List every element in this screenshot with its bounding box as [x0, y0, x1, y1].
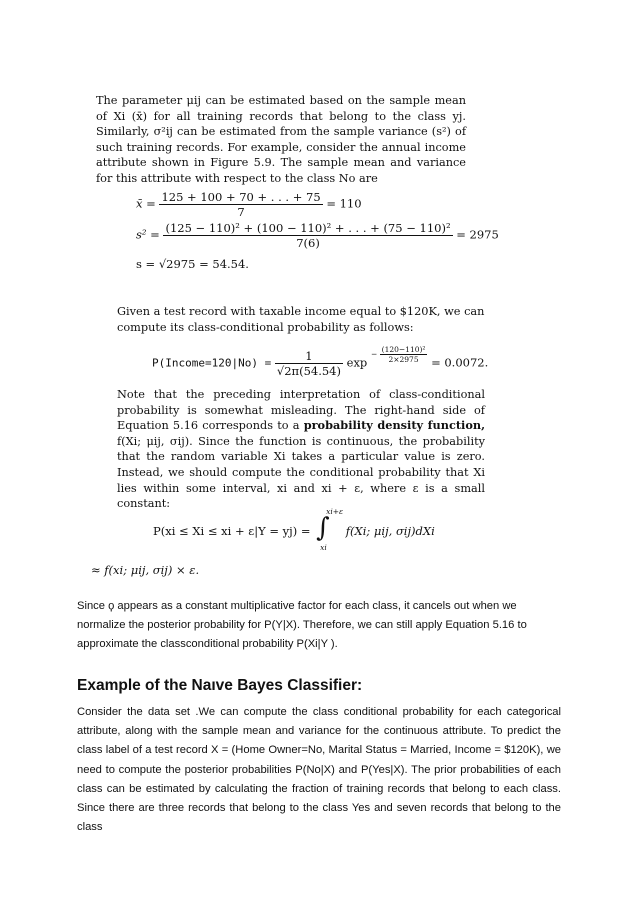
mean-fraction: $\frac{125 + 100 + 70 + . . . + 75}{7}$: [161, 190, 321, 219]
equation-approx: ≈ f(xi; μij, σij) × ε.: [91, 563, 200, 577]
equation-std: s = √2975 = 54.54.: [136, 257, 249, 271]
example-paragraph: Consider the data set .We can compute the class conditional probability for each categorical attribute, along with the sample mean and variance for the continuous attribute. To predict the class label of a test record X = (Home Owner=No, Marital Status = Married, Income = $120K), we need to compute the posterior probabilities P(No|X) and P(Yes|X). The prior probabilities of each class can be estimated by calculating the fraction of training records that belong to each class. Since there are three records that belong to the class Yes and seven records that belong to the class: [77, 706, 561, 834]
equation-mean: x̄ = $\frac{125 + 100 + 70 + . . . + 75}{7}$ = 110: [136, 190, 362, 219]
probability-fraction: $\frac{1}{√2\pi(54.54)}$: [276, 349, 341, 378]
equation-integral: P(xi ≤ Xi ≤ xi + ε|Y = yj) = ∫ xi+ε xi f(Xi; μij, σij)dXi: [153, 507, 435, 552]
normalization-paragraph: Since ϙ appears as a constant multiplicative factor for each class, it cancels out when we normalize the posterior probability for P(Y|X). Therefore, we can still apply Equation 5.16 to approximate the classconditional probability P(Xi|Y ).: [77, 600, 527, 651]
integral-sign: ∫ xi+ε xi: [316, 507, 344, 552]
equation-probability: P(Income=120|No) = $\frac{1}{√2\pi(54.54)}$ exp − $\frac{\text{(120−110)²}}{2\times 2975}$ = 0.0072.: [152, 345, 489, 378]
intro-paragraph: The parameter μij can be estimated based on the sample mean of Xi (x̄) for all training records that belong to the class yj. Similarly, σ²ij can be estimated from the sample variance (s²) of such training records. For example, consider the annual income attribute shown in Figure 5.9. The sample mean and variance for this attribute with respect to the class No are: [96, 94, 466, 185]
density-paragraph: Note that the preceding interpretation of class-conditional probability is somewhat misleading. The right-hand side of Equation 5.16 corresponds to a probability density function, f(Xi; μij, σij). Since the function is continuous, the probability that the random variable Xi takes a particular value is zero. Instead, we should compute the conditional probability that Xi lies within some interval, xi and xi + ε, where ε is a small constant:: [117, 388, 486, 511]
variance-fraction: $\frac{\text{(125 − 110)² + (100 − 110)² + . . . + (75 − 110)²}}{7(6)}$: [165, 221, 451, 250]
section-heading: Example of the Naıve Bayes Classifier:: [77, 677, 363, 694]
equation-variance: s² = $\frac{\text{(125 − 110)² + (100 − 110)² + . . . + (75 − 110)²}}{7(6)}$ = 2975: [136, 221, 499, 250]
exponent: − $\frac{\text{(120−110)²}}{2\times 2975}$: [370, 345, 426, 364]
test-record-paragraph: Given a test record with taxable income equal to $120K, we can compute its class-conditional probability as follows:: [117, 305, 485, 334]
